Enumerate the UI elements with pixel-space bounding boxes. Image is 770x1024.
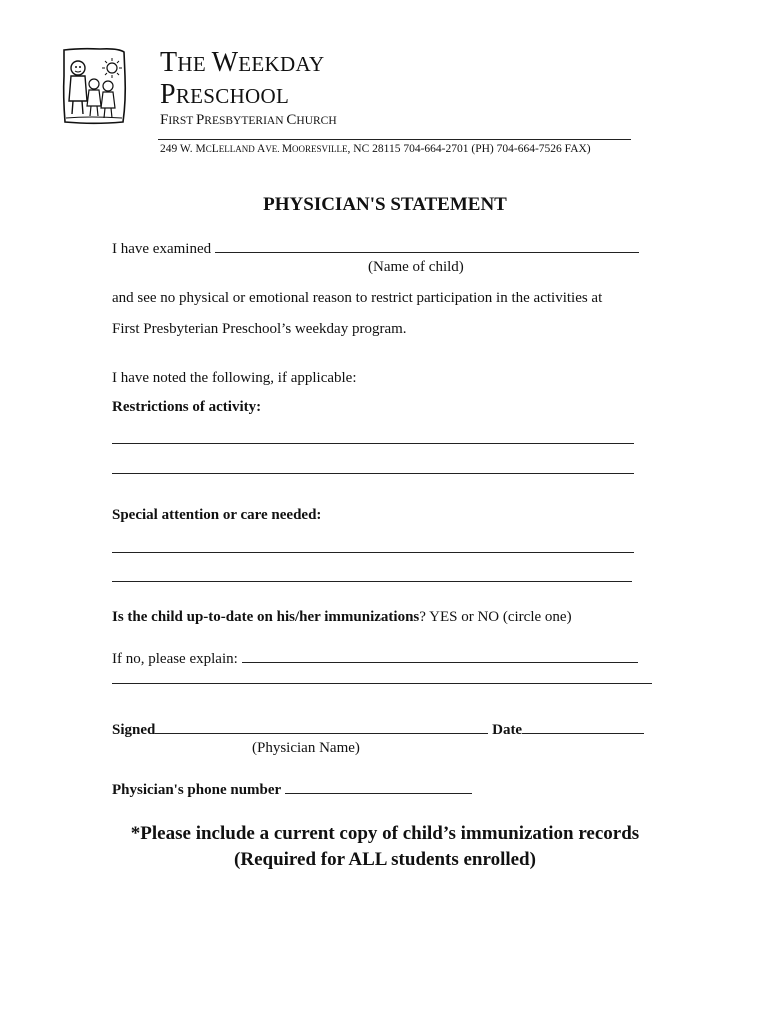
- children-drawing-icon: [60, 46, 128, 126]
- school-address: 249 W. MCLELLAND AVE. MOORESVILLE, NC 28115 704-664-2701 (PH) 704-664-7526 FAX): [160, 143, 591, 155]
- immunization-row: [112, 609, 572, 626]
- special-care-label: Special attention or care needed:: [112, 507, 322, 523]
- required-notice: (Required for ALL students enrolled): [234, 849, 536, 870]
- statement-line-1: and see no physical or emotional reason to restrict participation in the activities at: [112, 290, 603, 306]
- date-field[interactable]: [522, 720, 644, 734]
- page-title: PHYSICIAN'S STATEMENT: [263, 194, 507, 215]
- explain-field-1[interactable]: [242, 649, 638, 663]
- school-title-line1: THE WEEKDAY: [160, 47, 325, 78]
- immunization-question: Is the child up-to-date on his/her immunizations: [112, 609, 420, 625]
- phone-field[interactable]: [285, 780, 472, 794]
- signed-label: Signed: [112, 722, 156, 738]
- phone-label: Physician's phone number: [112, 782, 282, 798]
- date-label: Date: [492, 722, 523, 738]
- explain-label: If no, please explain:: [112, 651, 238, 667]
- church-name: FIRST PRESBYTERIAN CHURCH: [160, 112, 337, 128]
- school-title-line2: PRESCHOOL: [160, 79, 290, 110]
- child-name-caption: (Name of child): [368, 259, 464, 275]
- restrictions-label: Restrictions of activity:: [112, 399, 262, 415]
- restrictions-field-2[interactable]: [112, 473, 634, 474]
- child-name-field[interactable]: [215, 239, 639, 253]
- preschool-logo: [60, 46, 128, 126]
- phone-row: [112, 780, 472, 799]
- restrictions-field-1[interactable]: [112, 443, 634, 444]
- examined-row: [112, 239, 639, 258]
- signature-row: [112, 720, 644, 739]
- immunization-notice: *Please include a current copy of child’s immunization records: [130, 823, 640, 844]
- explain-field-2[interactable]: [112, 683, 652, 684]
- address-divider: [158, 139, 631, 140]
- special-care-field-2[interactable]: [112, 581, 632, 582]
- noted-label: I have noted the following, if applicable:: [112, 370, 357, 386]
- examined-label: I have examined: [112, 241, 212, 257]
- signature-field[interactable]: [155, 720, 488, 734]
- statement-line-2: First Presbyterian Preschool’s weekday program.: [112, 321, 407, 337]
- physician-name-caption: (Physician Name): [252, 740, 360, 756]
- immunization-options: ? YES or NO (circle one): [419, 609, 572, 625]
- special-care-field-1[interactable]: [112, 552, 634, 553]
- explain-row: [112, 649, 638, 668]
